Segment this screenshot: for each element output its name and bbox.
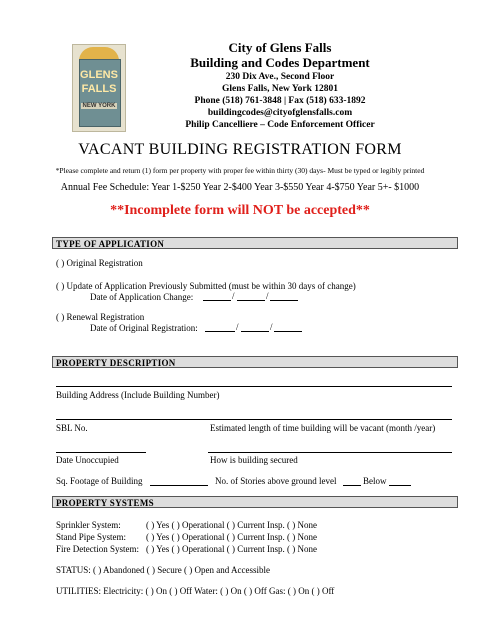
section-property-systems: PROPERTY SYSTEMS (52, 496, 458, 508)
section-property-description: PROPERTY DESCRIPTION (52, 356, 458, 368)
fire-detection-label: Fire Detection System: (56, 544, 139, 554)
fire-detection-options[interactable]: ( ) Yes ( ) Operational ( ) Current Insp. ( ) None (146, 544, 317, 554)
org-name: City of Glens Falls (228, 40, 332, 55)
option-renewal-registration[interactable]: ( ) Renewal Registration (56, 312, 145, 322)
stand-pipe-options[interactable]: ( ) Yes ( ) Operational ( ) Current Insp. ( ) None (146, 532, 317, 542)
logo-text-line2: FALLS (81, 83, 117, 95)
stories-label: No. of Stories above ground level (215, 476, 337, 486)
code-officer: Philip Cancelliere – Code Enforcement Officer (185, 120, 375, 130)
address-line-2: Glens Falls, New York 12801 (221, 84, 339, 94)
how-secured-label: How is building secured (210, 455, 298, 465)
stories-field[interactable] (343, 485, 361, 487)
option-update-application[interactable]: ( ) Update of Application Previously Submitted (must be within 30 days of change) (56, 281, 356, 291)
below-label: Below (363, 476, 387, 486)
date-change-label: Date of Application Change: (90, 292, 194, 302)
date-original-field[interactable]: / / (205, 322, 302, 332)
section-type-of-application: TYPE OF APPLICATION (52, 237, 458, 249)
how-secured-field[interactable] (208, 452, 452, 454)
date-unoccupied-label: Date Unoccupied (56, 455, 119, 465)
department-name: Building and Codes Department (190, 55, 370, 70)
sbl-label: SBL No. (56, 423, 88, 433)
email-address: buildingcodes@cityofglensfalls.com (207, 108, 353, 118)
date-original-label: Date of Original Registration: (90, 323, 198, 333)
form-title: VACANT BUILDING REGISTRATION FORM (78, 141, 402, 158)
stand-pipe-label: Stand Pipe System: (56, 532, 127, 542)
fee-schedule: Annual Fee Schedule: Year 1-$250 Year 2-$400 Year 3-$550 Year 4-$750 Year 5+- $1000 (60, 182, 420, 193)
below-field[interactable] (389, 485, 411, 487)
utilities-options[interactable]: UTILITIES: Electricity: ( ) On ( ) Off Water: ( ) On ( ) Off Gas: ( ) On ( ) Off (56, 586, 335, 596)
status-options[interactable]: STATUS: ( ) Abandoned ( ) Secure ( ) Open and Accessible (56, 565, 270, 575)
logo-text-line3: NEW YORK (82, 103, 116, 109)
phone-fax: Phone (518) 761-3848 | Fax (518) 633-1892 (194, 96, 366, 106)
address-line-1: 230 Dix Ave., Second Floor (225, 72, 335, 82)
logo-text-line1: GLENS (80, 69, 118, 81)
instructions: *Please complete and return (1) form per property with proper fee within thirty (30) days- Must be typed or legibly printed (55, 166, 425, 175)
sq-footage-label: Sq. Footage of Building (56, 476, 143, 486)
sprinkler-label: Sprinkler System: (56, 520, 121, 530)
length-vacant-label: Estimated length of time building will be vacant (month /year) (210, 423, 436, 433)
date-change-field[interactable]: / / (203, 291, 298, 301)
option-original-registration[interactable]: ( ) Original Registration (56, 258, 143, 268)
incomplete-warning: **Incomplete form will NOT be accepted** (110, 203, 370, 218)
sprinkler-options[interactable]: ( ) Yes ( ) Operational ( ) Current Insp. ( ) None (146, 520, 317, 530)
building-address-field[interactable] (56, 386, 452, 388)
building-address-label: Building Address (Include Building Number) (56, 390, 220, 400)
city-logo (72, 44, 126, 132)
sq-footage-field[interactable] (150, 485, 208, 487)
sbl-vacant-field-line[interactable] (56, 419, 452, 421)
date-unoccupied-field[interactable] (56, 452, 146, 454)
